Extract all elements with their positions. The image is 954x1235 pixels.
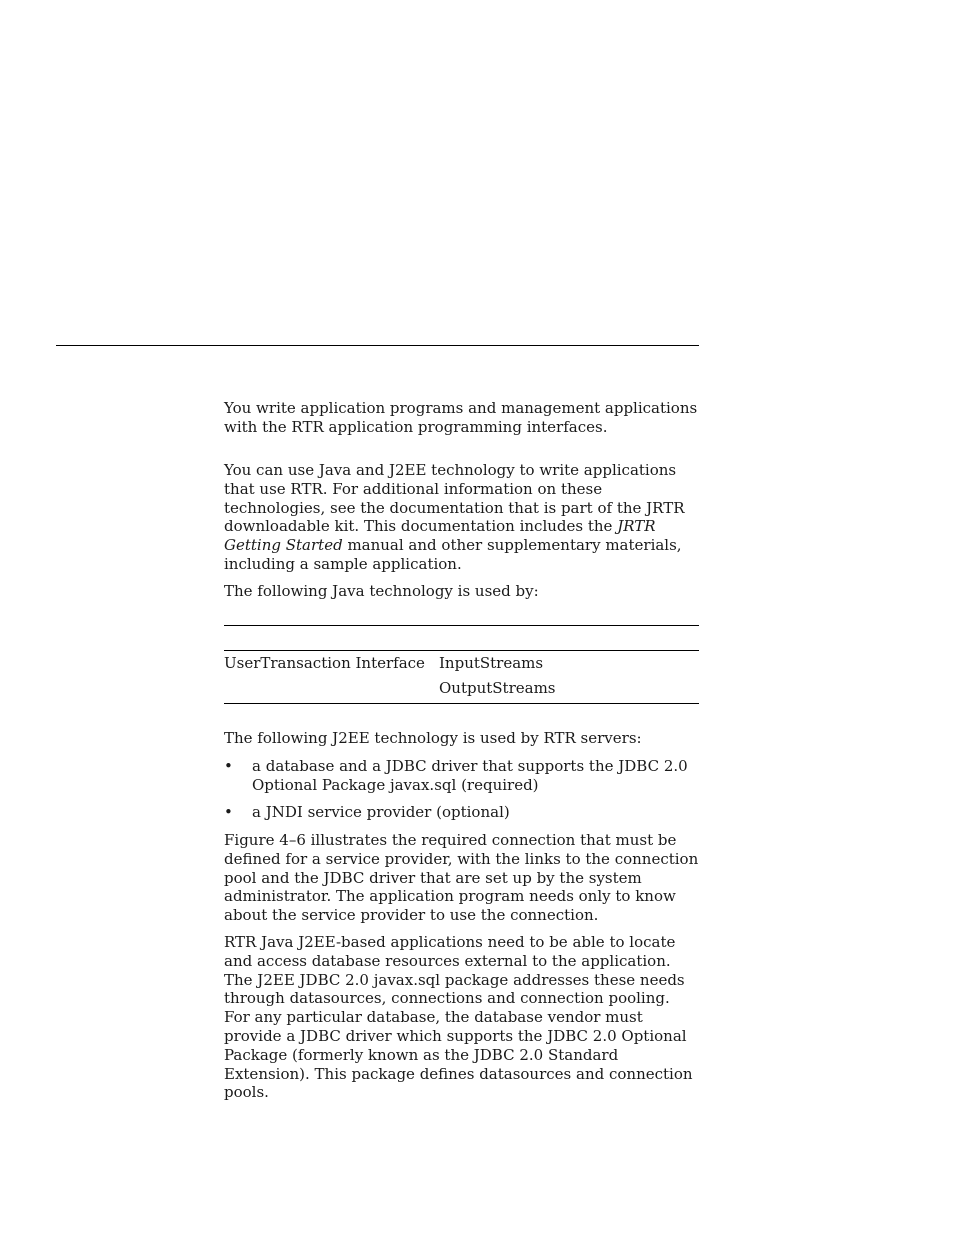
intro-paragraph-2-tail: manual and other supplementary materials, including a sample application. — [224, 536, 682, 573]
table-cell-interface: UserTransaction Interface — [224, 654, 425, 672]
java-tech-intro: The following Java technology is used by: — [224, 582, 539, 600]
table-header-rule — [224, 650, 699, 651]
table-cell-inputstreams: InputStreams — [439, 654, 544, 672]
intro-paragraph-2 — [224, 461, 699, 574]
bullet-item-jndi: a JNDI service provider (optional) — [252, 803, 510, 821]
datasource-paragraph: RTR Java J2EE-based applications need to be able to locate and access database resources external to the application. The J2EE JDBC 2.0 javax.sql package addresses these needs through datasources, connections and connection pooling. For any particular database, the database vendor must provide a JDBC driver which supports the JDBC 2.0 Optional Package (formerly known as the JDBC 2.0 Standard Extension). This package defines datasources and connection pools. — [224, 933, 693, 1102]
table-cell-outputstreams: OutputStreams — [439, 679, 556, 697]
figure-reference-paragraph: Figure 4–6 illustrates the required connection that must be defined for a service provider, with the links to the connection pool and the JDBC driver that are set up by the system administrator. The application program needs only to know about the service provider to use the connection. — [224, 831, 699, 925]
table-top-rule — [224, 625, 699, 626]
j2ee-tech-intro: The following J2EE technology is used by RTR servers: — [224, 729, 642, 747]
table-bottom-rule — [224, 703, 699, 704]
bullet-marker: • — [224, 757, 233, 775]
intro-paragraph-2-text: You can use Java and J2EE technology to write applications that use RTR. For additional information on these technologies, see the documentation that is part of the JRTR downloadable kit. This documentation includes the — [224, 461, 685, 536]
intro-paragraph-1: You write application programs and management applications with the RTR application programming interfaces. — [224, 399, 698, 436]
bullet-marker: • — [224, 803, 233, 821]
manual-title: JRTR Getting Started — [224, 517, 656, 555]
section-top-rule — [56, 345, 699, 346]
bullet-item-database: a database and a JDBC driver that supports the JDBC 2.0 Optional Package javax.sql (required) — [252, 757, 688, 794]
